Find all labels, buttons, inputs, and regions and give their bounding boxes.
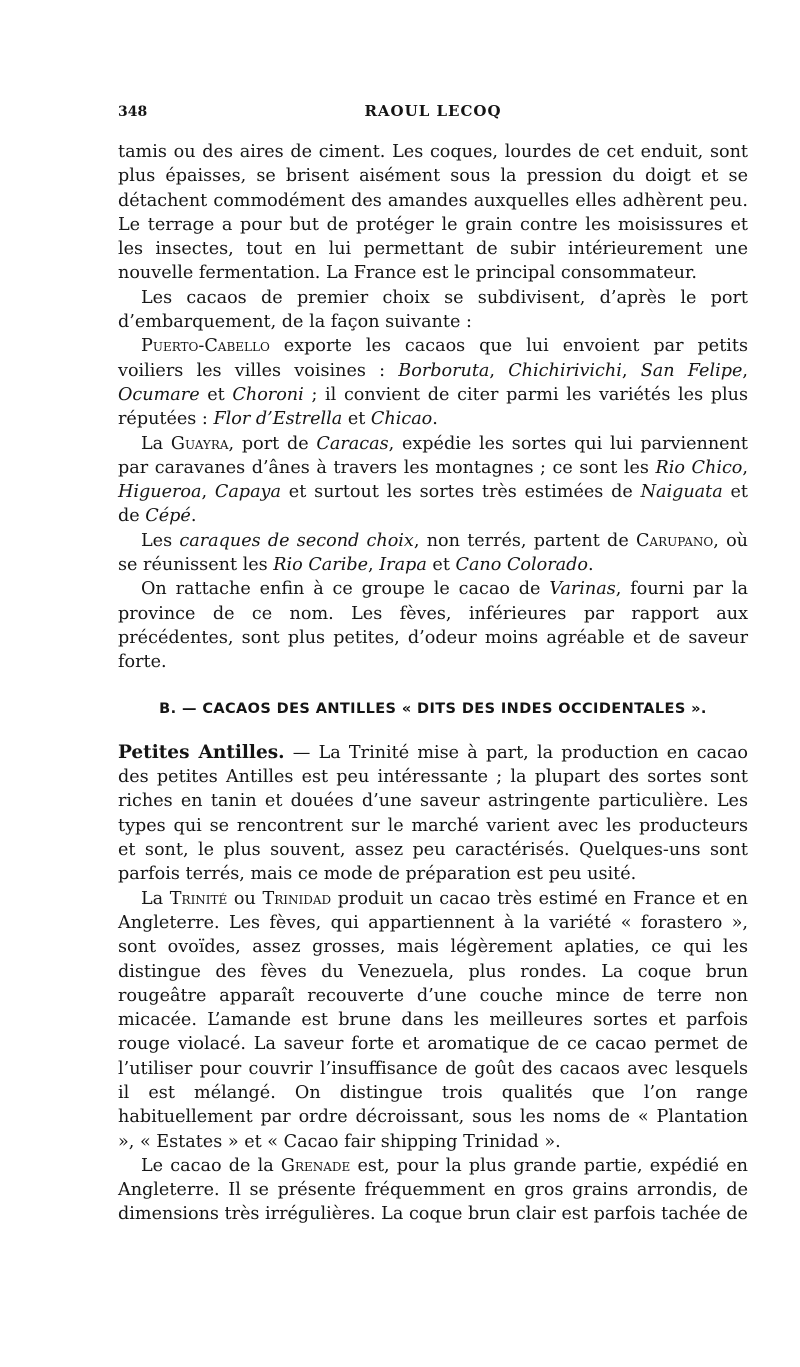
- paragraph-3: [118, 334, 748, 431]
- variety-name: Borboruta: [398, 360, 490, 381]
- place-name: Puerto-Cabello: [141, 336, 270, 357]
- text-run: produit un cacao très estimé en France et en Angleterre. Les fèves, qui appartiennent à la variété « forastero », sont ovoïdes, assez grosses, mais légèrement aplaties, ce qui les distingue des fèves du Venezuela, plus rondes. La coque brun rougeâtre apparaît recouverte d’une couche mince de terre non micacée. L’amande est brune dans les meilleures sortes et parfois rouge violacé. La saveur forte et aromatique de ce cacao permet de l’utiliser pour couvrir l’insuffisance de goût des cacaos avec lesquels il est mélangé. On distingue trois qualités que l’on range habituellement par ordre décroissant, sous les noms de « Plantation », « Estates » et « Cacao fair shipping Trinidad ».: [118, 888, 749, 1152]
- text-run: ,: [489, 360, 509, 381]
- variety-name: Rio Caribe: [273, 555, 369, 576]
- paragraph-1: tamis ou des aires de ciment. Les coques, lourdes de cet enduit, sont plus épaisses, se brisent aisément sous la pression du doigt et se détachent commodément des amandes auxquelles elles adhèrent peu. Le terrage a pour but de protéger le grain contre les moisissures et les insectes, tout en lui permettant de subir intérieurement une nouvelle fermentation. La France est le principal consommateur.: [118, 142, 748, 284]
- paragraph-8: [118, 887, 748, 1154]
- variety-name: Cépé: [145, 506, 191, 527]
- paragraph-7: [118, 741, 748, 887]
- variety-name: Naiguata: [640, 482, 723, 503]
- text-run: — La Trinité mise à part, la production en cacao des petites Antilles est peu intéressante ; la plupart des sortes sont riches en tanin et douées d’une saveur astringente particulière. Les types qui se rencontrent sur le marché varient avec les producteurs et sont, le plus souvent, assez peu caractérisés. Quelques-uns sont parfois terrés, mais ce mode de préparation est peu usité.: [118, 742, 748, 885]
- text-run: ,: [201, 482, 215, 503]
- page-header: [118, 100, 748, 122]
- text-run: .: [190, 506, 197, 527]
- text-run: et: [342, 409, 371, 430]
- variety-name: Rio Chico: [655, 457, 743, 478]
- place-name: Carupano: [635, 530, 714, 551]
- place-italic: Caracas: [316, 433, 389, 454]
- text-run: ; il convient de citer parmi les variétés les plus réputées :: [118, 384, 749, 430]
- page-number: 348: [118, 104, 148, 120]
- text-run: , expédie les sortes qui lui parviennent par caravanes d’ânes à travers les montagnes ; ce sont les: [118, 433, 748, 478]
- text-run: et: [426, 555, 456, 576]
- text-run: On rattache enfin à ce groupe le cacao de: [141, 579, 550, 600]
- run-in-heading: Petites Antilles.: [118, 741, 285, 763]
- text-run: , fourni par la province de ce nom. Les fèves, inférieures par rapport aux précédentes, sont plus petites, d’odeur moins agréable et de saveur forte.: [118, 579, 748, 673]
- text-run: .: [587, 555, 594, 576]
- place-name: Guayra: [170, 433, 229, 454]
- variety-name: Varinas: [549, 579, 616, 600]
- paragraph-5: [118, 529, 748, 578]
- variety-name: Flor d’Estrella: [213, 409, 343, 430]
- paragraph-2: Les cacaos de premier choix se subdivisent, d’après le port d’embarquement, de la façon suivante :: [118, 287, 748, 333]
- italic-phrase: caraques de second choix: [179, 530, 414, 551]
- variety-name: Choroni: [232, 384, 304, 405]
- variety-name: Cano Colorado: [455, 555, 588, 576]
- variety-name: Capaya: [214, 482, 281, 503]
- place-name: Grenade: [280, 1155, 351, 1176]
- text-run: , port de: [228, 433, 317, 454]
- paragraph-4: [118, 432, 748, 529]
- text-run: ,: [368, 555, 380, 576]
- body-text: [118, 140, 748, 1227]
- text-run: ou: [227, 888, 263, 909]
- text-run: .: [432, 409, 438, 430]
- text-run: et: [199, 384, 233, 405]
- variety-name: San Felipe: [640, 360, 743, 381]
- text-run: La: [141, 433, 171, 454]
- variety-name: Chichirivichi: [508, 360, 622, 381]
- running-title: RAOUL LECOQ: [364, 102, 502, 120]
- text-run: , non terrés, partent de: [413, 530, 636, 551]
- text-run: est, pour la plus grande partie, expédié en Angleterre. Il se présente fréquemment en gros grains arrondis, de dimensions très irrégulières. La coque brun clair est parfois tachée de: [118, 1155, 748, 1225]
- text-run: ,: [742, 457, 748, 478]
- variety-name: Higueroa: [118, 482, 202, 503]
- text-run: exporte les cacaos que lui envoient par petits voiliers les villes voisines :: [118, 336, 748, 381]
- variety-name: Chicao: [370, 409, 433, 430]
- book-page: [118, 100, 748, 1227]
- text-run: ,: [742, 360, 748, 381]
- paragraph-9: [118, 1154, 748, 1227]
- section-heading: B. — CACAOS DES ANTILLES « DITS DES INDES OCCIDENTALES ».: [159, 700, 707, 717]
- text-run: Le cacao de la: [141, 1155, 281, 1176]
- text-run: La: [141, 888, 170, 909]
- text-run: , où se réunissent les: [118, 530, 748, 576]
- text-run: Les: [141, 530, 180, 551]
- variety-name: Ocumare: [118, 384, 200, 405]
- paragraph-6: [118, 577, 748, 674]
- place-name: Trinidad: [262, 888, 332, 909]
- text-run: ,: [621, 360, 641, 381]
- text-run: et de: [118, 482, 748, 527]
- place-name: Trinité: [169, 888, 228, 909]
- variety-name: Irapa: [379, 555, 427, 576]
- text-run: et surtout les sortes très estimées de: [281, 482, 641, 503]
